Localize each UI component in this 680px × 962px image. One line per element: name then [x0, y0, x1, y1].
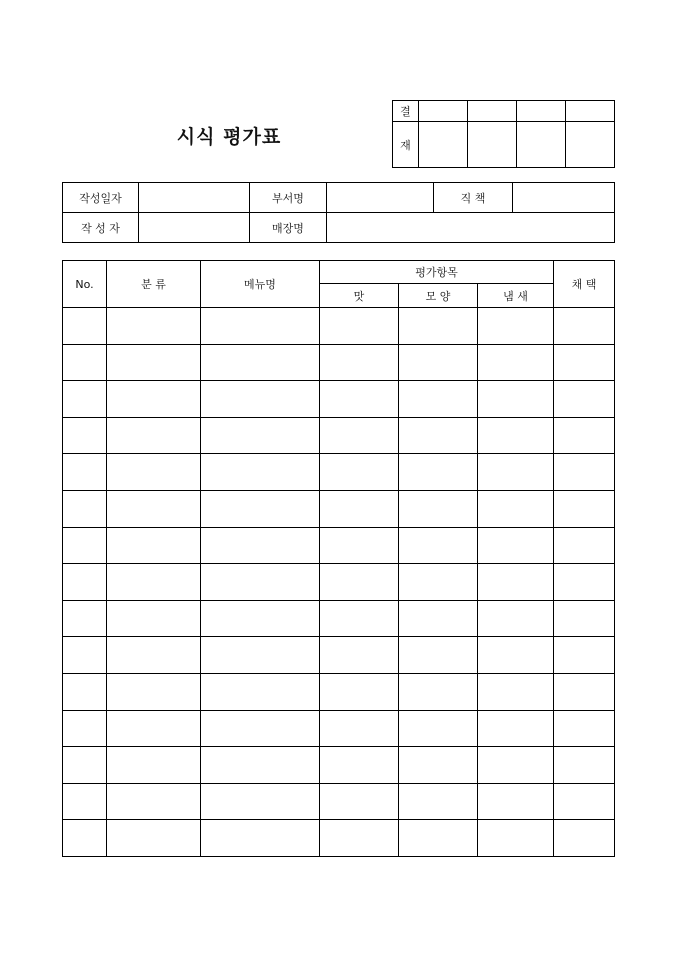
table-row [63, 381, 615, 418]
row-taste-cell[interactable] [320, 527, 399, 564]
table-row [63, 747, 615, 784]
row-category-cell[interactable] [107, 820, 201, 857]
row-appearance-cell[interactable] [399, 308, 478, 345]
row-smell-cell[interactable] [478, 820, 554, 857]
page-title: 시식 평가표 [176, 126, 282, 148]
row-smell-cell[interactable] [478, 490, 554, 527]
info-table [62, 182, 615, 243]
row-appearance-cell[interactable] [399, 673, 478, 710]
row-menu-cell[interactable] [201, 637, 320, 674]
row-menu-cell[interactable] [201, 527, 320, 564]
row-category-cell[interactable] [107, 747, 201, 784]
table-row [63, 600, 615, 637]
row-category-cell[interactable] [107, 637, 201, 674]
approval-header-cell[interactable] [468, 101, 517, 122]
row-adopt-cell[interactable] [554, 673, 615, 710]
row-appearance-cell[interactable] [399, 527, 478, 564]
row-category-cell[interactable] [107, 344, 201, 381]
row-taste-cell[interactable] [320, 564, 399, 601]
row-adopt-cell[interactable] [554, 308, 615, 345]
row-taste-cell[interactable] [320, 454, 399, 491]
row-category-cell[interactable] [107, 710, 201, 747]
row-menu-cell[interactable] [201, 564, 320, 601]
author-label: 작 성 자 [63, 213, 139, 243]
row-no-cell[interactable] [63, 308, 107, 345]
table-row [63, 564, 615, 601]
row-appearance-cell[interactable] [399, 600, 478, 637]
row-taste-cell[interactable] [320, 710, 399, 747]
approval-sign-cell[interactable] [468, 122, 517, 168]
row-taste-cell[interactable] [320, 381, 399, 418]
row-category-cell[interactable] [107, 527, 201, 564]
row-adopt-cell[interactable] [554, 527, 615, 564]
header-adopt: 채 택 [554, 261, 615, 308]
author-field[interactable] [139, 213, 250, 243]
row-smell-cell[interactable] [478, 344, 554, 381]
row-category-cell[interactable] [107, 454, 201, 491]
row-adopt-cell[interactable] [554, 490, 615, 527]
approval-sign-cell[interactable] [517, 122, 566, 168]
row-smell-cell[interactable] [478, 381, 554, 418]
header-taste: 맛 [320, 284, 399, 308]
row-category-cell[interactable] [107, 417, 201, 454]
row-adopt-cell[interactable] [554, 381, 615, 418]
row-appearance-cell[interactable] [399, 490, 478, 527]
row-adopt-cell[interactable] [554, 637, 615, 674]
row-appearance-cell[interactable] [399, 454, 478, 491]
approval-sign-cell[interactable] [566, 122, 615, 168]
row-menu-cell[interactable] [201, 490, 320, 527]
row-menu-cell[interactable] [201, 783, 320, 820]
row-smell-cell[interactable] [478, 637, 554, 674]
table-row [63, 490, 615, 527]
row-adopt-cell[interactable] [554, 564, 615, 601]
row-no-cell[interactable] [63, 490, 107, 527]
row-taste-cell[interactable] [320, 783, 399, 820]
table-row [63, 820, 615, 857]
row-no-cell[interactable] [63, 381, 107, 418]
row-smell-cell[interactable] [478, 564, 554, 601]
table-row [63, 308, 615, 345]
approval-label-top: 결 [393, 101, 419, 122]
row-taste-cell[interactable] [320, 344, 399, 381]
row-taste-cell[interactable] [320, 673, 399, 710]
row-category-cell[interactable] [107, 381, 201, 418]
row-appearance-cell[interactable] [399, 783, 478, 820]
row-menu-cell[interactable] [201, 600, 320, 637]
row-smell-cell[interactable] [478, 600, 554, 637]
header-eval-group: 평가항목 [320, 261, 554, 284]
row-adopt-cell[interactable] [554, 600, 615, 637]
row-taste-cell[interactable] [320, 308, 399, 345]
evaluation-table [62, 260, 615, 857]
row-appearance-cell[interactable] [399, 710, 478, 747]
header-category: 분 류 [107, 261, 201, 308]
table-row [63, 637, 615, 674]
row-taste-cell[interactable] [320, 490, 399, 527]
approval-sign-cell[interactable] [419, 122, 468, 168]
dept-field[interactable] [327, 183, 434, 213]
table-row [63, 673, 615, 710]
row-category-cell[interactable] [107, 600, 201, 637]
store-label: 매장명 [250, 213, 327, 243]
row-adopt-cell[interactable] [554, 747, 615, 784]
row-menu-cell[interactable] [201, 454, 320, 491]
approval-label-bottom: 재 [393, 122, 419, 168]
row-appearance-cell[interactable] [399, 637, 478, 674]
row-menu-cell[interactable] [201, 710, 320, 747]
row-adopt-cell[interactable] [554, 783, 615, 820]
approval-box [392, 100, 615, 168]
table-row [63, 454, 615, 491]
header-no: No. [63, 261, 107, 308]
row-no-cell[interactable] [63, 564, 107, 601]
row-no-cell[interactable] [63, 417, 107, 454]
header-appearance: 모 양 [399, 284, 478, 308]
row-no-cell[interactable] [63, 344, 107, 381]
row-category-cell[interactable] [107, 308, 201, 345]
row-no-cell[interactable] [63, 710, 107, 747]
dept-label: 부서명 [250, 183, 327, 213]
header-smell: 냄 새 [478, 284, 554, 308]
row-category-cell[interactable] [107, 783, 201, 820]
row-menu-cell[interactable] [201, 417, 320, 454]
row-no-cell[interactable] [63, 637, 107, 674]
row-appearance-cell[interactable] [399, 381, 478, 418]
row-taste-cell[interactable] [320, 820, 399, 857]
row-no-cell[interactable] [63, 820, 107, 857]
approval-header-cell[interactable] [517, 101, 566, 122]
row-menu-cell[interactable] [201, 381, 320, 418]
date-field[interactable] [139, 183, 250, 213]
row-adopt-cell[interactable] [554, 820, 615, 857]
row-taste-cell[interactable] [320, 637, 399, 674]
row-no-cell[interactable] [63, 454, 107, 491]
approval-header-cell[interactable] [566, 101, 615, 122]
row-smell-cell[interactable] [478, 747, 554, 784]
row-menu-cell[interactable] [201, 673, 320, 710]
header-menu: 메뉴명 [201, 261, 320, 308]
row-taste-cell[interactable] [320, 600, 399, 637]
store-field[interactable] [327, 213, 615, 243]
row-appearance-cell[interactable] [399, 344, 478, 381]
row-category-cell[interactable] [107, 490, 201, 527]
position-label: 직 책 [434, 183, 513, 213]
row-appearance-cell[interactable] [399, 417, 478, 454]
row-no-cell[interactable] [63, 600, 107, 637]
row-category-cell[interactable] [107, 564, 201, 601]
row-category-cell[interactable] [107, 673, 201, 710]
row-smell-cell[interactable] [478, 308, 554, 345]
row-adopt-cell[interactable] [554, 344, 615, 381]
row-smell-cell[interactable] [478, 527, 554, 564]
row-taste-cell[interactable] [320, 747, 399, 784]
row-adopt-cell[interactable] [554, 454, 615, 491]
row-smell-cell[interactable] [478, 454, 554, 491]
row-no-cell[interactable] [63, 673, 107, 710]
row-appearance-cell[interactable] [399, 564, 478, 601]
date-label: 작성일자 [63, 183, 139, 213]
approval-header-cell[interactable] [419, 101, 468, 122]
row-menu-cell[interactable] [201, 344, 320, 381]
row-menu-cell[interactable] [201, 747, 320, 784]
row-no-cell[interactable] [63, 747, 107, 784]
position-field[interactable] [513, 183, 615, 213]
row-no-cell[interactable] [63, 783, 107, 820]
row-smell-cell[interactable] [478, 783, 554, 820]
row-smell-cell[interactable] [478, 417, 554, 454]
table-row [63, 527, 615, 564]
row-menu-cell[interactable] [201, 308, 320, 345]
table-row [63, 783, 615, 820]
row-taste-cell[interactable] [320, 417, 399, 454]
row-menu-cell[interactable] [201, 820, 320, 857]
row-appearance-cell[interactable] [399, 820, 478, 857]
table-row [63, 417, 615, 454]
table-row [63, 344, 615, 381]
row-adopt-cell[interactable] [554, 710, 615, 747]
row-smell-cell[interactable] [478, 710, 554, 747]
row-no-cell[interactable] [63, 527, 107, 564]
table-row [63, 710, 615, 747]
row-smell-cell[interactable] [478, 673, 554, 710]
row-appearance-cell[interactable] [399, 747, 478, 784]
row-adopt-cell[interactable] [554, 417, 615, 454]
